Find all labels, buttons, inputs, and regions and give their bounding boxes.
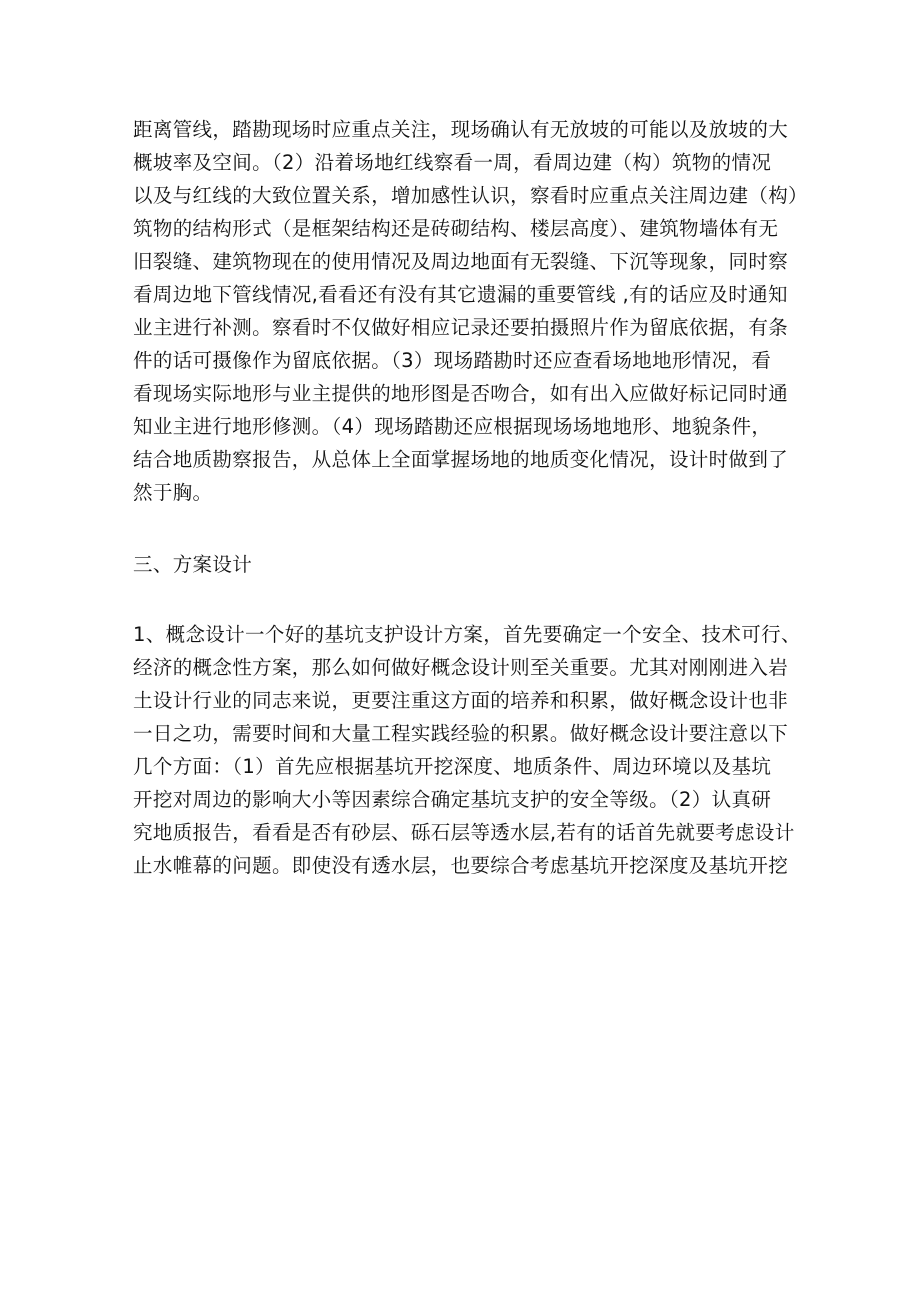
text-line: 1、概念设计一个好的基坑支护设计方案，首先要确定一个安全、技术可行、 (133, 623, 801, 646)
text-line: 筑物的结构形式（是框架结构还是砖砌结构、楼层高度）、建筑物墙体有无 (133, 217, 779, 240)
text-line: 止水帷幕的问题。即使没有透水层，也要综合考虑基坑开挖深度及基坑开挖 (133, 854, 789, 877)
text-line: 概坡率及空间。（2）沿着场地红线察看一周，看周边建（构）筑物的情况 (133, 151, 772, 174)
text-line: 距离管线，踏勘现场时应重点关注，现场确认有无放坡的可能以及放坡的大 (133, 118, 789, 141)
text-line: 经济的概念性方案，那么如何做好概念设计则至关重要。尤其对刚刚进入岩 (133, 656, 789, 679)
text-line: 看周边地下管线情况,看看还有没有其它遗漏的重要管线 ,有的话应及时通知 (133, 283, 788, 306)
text-line: 业主进行补测。察看时不仅做好相应记录还要拍摄照片作为留底依据，有条 (133, 316, 789, 339)
text-line: 看现场实际地形与业主提供的地形图是否吻合，如有出入应做好标记同时通 (133, 382, 789, 405)
text-line: 件的话可摄像作为留底依据。（3）现场踏勘时还应查看场地地形情况，看 (133, 349, 772, 372)
text-line: 究地质报告，看看是否有砂层、砾石层等透水层,若有的话首先就要考虑设计 (133, 821, 795, 844)
text-line: 旧裂缝、建筑物现在的使用情况及周边地面有无裂缝、下沉等现象，同时察 (133, 250, 789, 273)
text-line: 土设计行业的同志来说，更要注重这方面的培养和积累，做好概念设计也非 (133, 689, 789, 712)
text-line: 以及与红线的大致位置关系，增加感性认识，察看时应重点关注周边建（构） (133, 184, 808, 207)
text-line: 一日之功，需要时间和大量工程实践经验的积累。做好概念设计要注意以下 (133, 722, 789, 745)
text-line: 知业主进行地形修测。（4）现场踏勘还应根据现场场地地形、地貌条件， (133, 415, 772, 438)
text-line: 结合地质勘察报告，从总体上全面掌握场地的地质变化情况，设计时做到了 (133, 448, 789, 471)
text-line: 几个方面：（1）首先应根据基坑开挖深度、地质条件、周边环境以及基坑 (133, 755, 772, 778)
text-line: 然于胸。 (133, 481, 213, 504)
section-heading: 三、方案设计 (133, 553, 253, 576)
text-line: 开挖对周边的影响大小等因素综合确定基坑支护的安全等级。（2）认真研 (133, 788, 772, 811)
